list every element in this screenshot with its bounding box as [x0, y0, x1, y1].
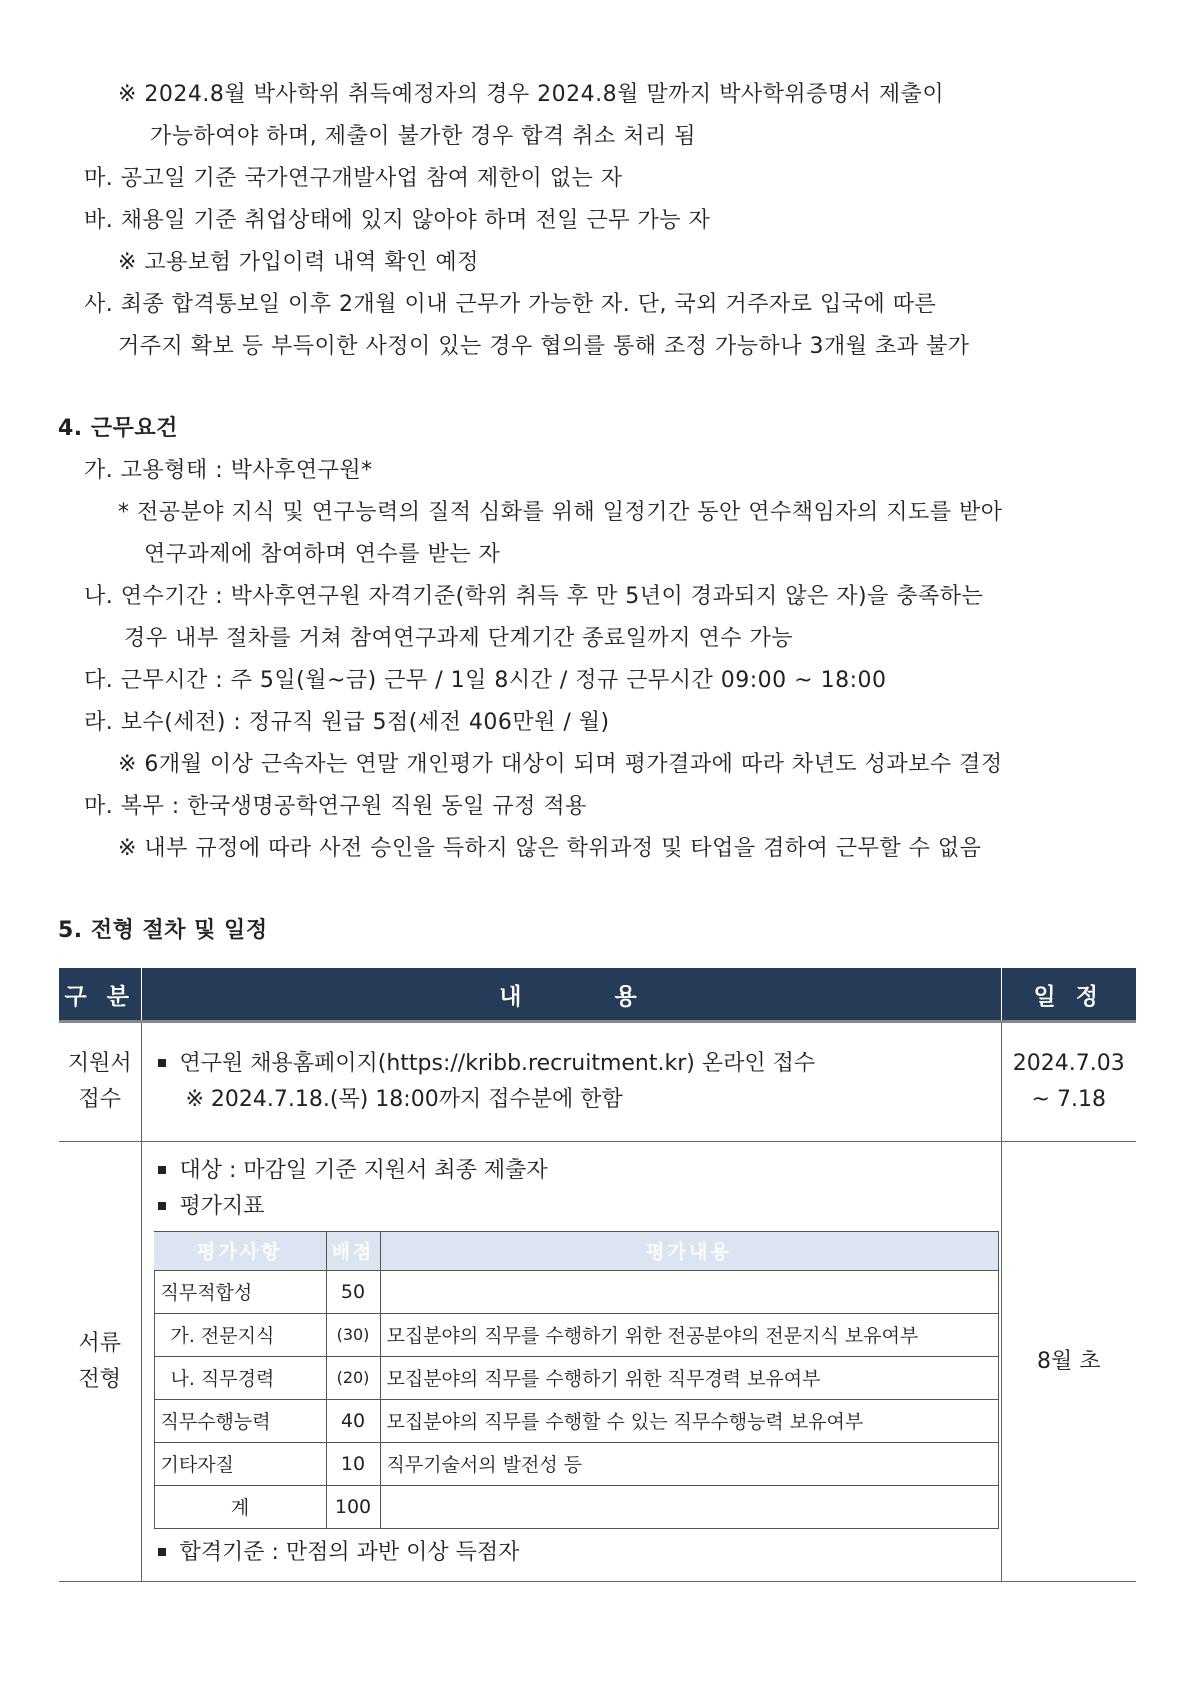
eval-score: 40: [326, 1399, 380, 1442]
evaluation-index-label: 평가지표: [179, 1193, 265, 1219]
list-item: [154, 1153, 993, 1189]
requirement-sa-cont: 거주지 확보 등 부득이한 사정이 있는 경우 협의를 통해 조정 가능하나 3개월 초과 불가: [118, 334, 970, 359]
table-row: [154, 1442, 998, 1485]
condition-ma-note: ※ 내부 규정에 따라 사전 승인을 득하지 않은 학위과정 및 타업을 겸하여 근무할 수 없음: [118, 836, 982, 861]
note-doctorate-deadline-cont: 가능하여야 하며, 제출이 불가한 경우 합격 취소 처리 됨: [150, 124, 696, 149]
condition-da: 다. 근무시간 : 주 5일(월~금) 근무 / 1일 8시간 / 정규 근무시간 09:00 ~ 18:00: [84, 668, 887, 693]
category-application-line2: 접수: [78, 1087, 121, 1112]
category-document-screening: [59, 1142, 141, 1582]
eval-item: 직무수행능력: [154, 1399, 326, 1442]
category-application-line1: 지원서: [67, 1051, 132, 1076]
application-deadline-note: ※ 2024.7.18.(목) 18:00까지 접수분에 한함: [185, 1087, 623, 1112]
requirement-ma: 마. 공고일 기준 국가연구개발사업 참여 제한이 없는 자: [84, 166, 623, 191]
pass-criteria: 합격기준 : 만점의 과반 이상 득점자: [179, 1539, 520, 1565]
screening-target: 대상 : 마감일 기준 지원서 최종 제출자: [179, 1157, 548, 1183]
bullet-square-icon: [158, 1166, 166, 1174]
schedule-table-header: [59, 968, 1136, 1022]
eval-item: 직무적합성: [154, 1270, 326, 1313]
condition-ga: 가. 고용형태 : 박사후연구원*: [84, 458, 373, 483]
eval-item: 가. 전문지식: [154, 1313, 326, 1356]
content-document-screening: [141, 1142, 1001, 1582]
header-category: 구 분: [59, 968, 141, 1022]
bullet-square-icon: [158, 1548, 166, 1556]
eval-description: [380, 1485, 998, 1528]
schedule-application-start: 2024.7.03: [1012, 1051, 1125, 1076]
table-row: [154, 1399, 998, 1442]
list-item: [154, 1535, 993, 1571]
table-row: [154, 1270, 998, 1313]
header-content: 내 용: [141, 968, 1001, 1022]
schedule-application: [1001, 1022, 1136, 1142]
eval-description: 모집분야의 직무를 수행하기 위한 전공분야의 전문지식 보유여부: [380, 1313, 998, 1356]
category-application: [59, 1022, 141, 1142]
condition-ga-note: * 전공분야 지식 및 연구능력의 질적 심화를 위해 일정기간 동안 연수책임자의 지도를 받아: [118, 500, 1003, 525]
condition-ma: 마. 복무 : 한국생명공학연구원 직원 동일 규정 적용: [84, 794, 587, 819]
eval-description: 모집분야의 직무를 수행하기 위한 직무경력 보유여부: [380, 1356, 998, 1399]
content-application: [141, 1022, 1001, 1142]
schedule-document-screening: 8월 초: [1001, 1142, 1136, 1582]
eval-header-description: 평가내용: [380, 1231, 998, 1270]
evaluation-table: [154, 1231, 999, 1529]
eval-header-item: 평가사항: [154, 1231, 326, 1270]
note-doctorate-deadline: ※ 2024.8월 박사학위 취득예정자의 경우 2024.8월 말까지 박사학위증명서 제출이: [118, 82, 945, 107]
note-employment-insurance: ※ 고용보험 가입이력 내역 확인 예정: [118, 250, 479, 275]
list-item: [154, 1046, 993, 1082]
table-row-application: [59, 1022, 1136, 1142]
list-item: [154, 1189, 993, 1225]
eval-item-total: 계: [154, 1485, 326, 1528]
condition-na-cont: 경우 내부 절차를 거쳐 참여연구과제 단계기간 종료일까지 연수 가능: [124, 626, 794, 651]
eval-item: 나. 직무경력: [154, 1356, 326, 1399]
requirement-ba: 바. 채용일 기준 취업상태에 있지 않아야 하며 전일 근무 가능 자: [84, 208, 711, 233]
table-row-document-screening: [59, 1142, 1136, 1582]
evaluation-header: [154, 1231, 998, 1270]
table-row: [154, 1313, 998, 1356]
eval-header-score: 배점: [326, 1231, 380, 1270]
section-4-title: 4. 근무요건: [58, 416, 178, 441]
header-schedule: 일 정: [1001, 968, 1136, 1022]
eval-score: 50: [326, 1270, 380, 1313]
schedule-application-end: ~ 7.18: [1031, 1087, 1106, 1112]
eval-description: [380, 1270, 998, 1313]
condition-ra: 라. 보수(세전) : 정규직 원급 5점(세전 406만원 / 월): [84, 710, 610, 735]
eval-description: 모집분야의 직무를 수행할 수 있는 직무수행능력 보유여부: [380, 1399, 998, 1442]
eval-score: (30): [326, 1313, 380, 1356]
eval-description: 직무기술서의 발전성 등: [380, 1442, 998, 1485]
category-screening-line2: 전형: [78, 1366, 121, 1392]
requirement-sa: 사. 최종 합격통보일 이후 2개월 이내 근무가 가능한 자. 단, 국외 거주자로 입국에 따른: [84, 292, 937, 317]
bullet-square-icon: [158, 1202, 166, 1210]
eval-score: 10: [326, 1442, 380, 1485]
eval-item: 기타자질: [154, 1442, 326, 1485]
condition-ra-note: ※ 6개월 이상 근속자는 연말 개인평가 대상이 되며 평가결과에 따라 차년도 성과보수 결정: [118, 752, 1003, 777]
table-row: [154, 1356, 998, 1399]
schedule-table: [59, 968, 1136, 1582]
eval-score-total: 100: [326, 1485, 380, 1528]
section-5-title: 5. 전형 절차 및 일정: [58, 918, 268, 943]
bullet-square-icon: [158, 1059, 166, 1067]
condition-ga-note-cont: 연구과제에 참여하며 연수를 받는 자: [144, 542, 501, 567]
condition-na: 나. 연수기간 : 박사후연구원 자격기준(학위 취득 후 만 5년이 경과되지 않은 자)을 충족하는: [84, 584, 984, 609]
application-method: 연구원 채용홈페이지(https://kribb.recruitment.kr) 온라인 접수: [179, 1051, 816, 1076]
category-screening-line1: 서류: [78, 1330, 121, 1356]
table-row: [154, 1485, 998, 1528]
eval-score: (20): [326, 1356, 380, 1399]
